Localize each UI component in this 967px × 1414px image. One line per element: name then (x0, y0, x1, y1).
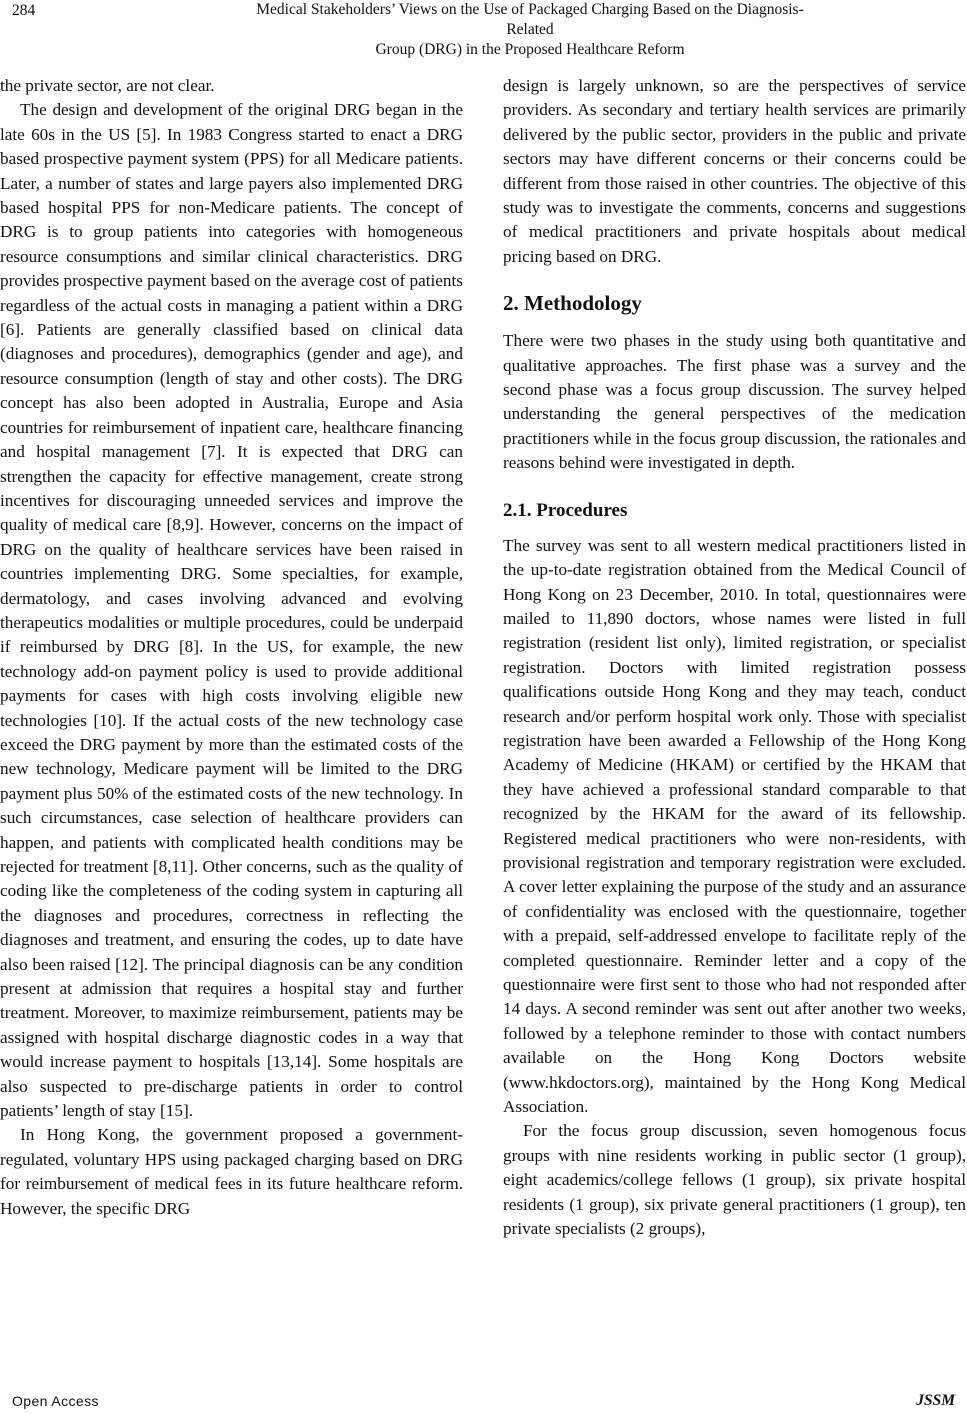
right-paragraph-4: For the focus group discussion, seven homogenous focus groups with nine residents working in public sector (1 group), eight academics/college fellows (1 group), six private hospital residents (1 group), six private general practitioners (1 group), ten private specialists (2 groups), (503, 1121, 966, 1239)
running-header-line-1: Medical Stakeholders’ Views on the Use of Packaged Charging Based on the Diagnosis-Related (256, 1, 804, 38)
right-paragraph-2: There were two phases in the study using both quantitative and qualitative approaches. The first phase was a survey and the second phase was a focus group discussion. The survey helped understanding the general perspectives of the medication practitioners while in the focus group discussion, the rationales and reasons behind were investigated in depth. (503, 331, 966, 473)
right-column (503, 74, 966, 1241)
left-paragraph-1: the private sector, are not clear. (0, 76, 215, 95)
subsection-heading-procedures: 2.1. Procedures (503, 499, 628, 521)
left-paragraph-3: In Hong Kong, the government proposed a government-regulated, voluntary HPS using packaged charging based on DRG for reimbursement of medical fees in its future healthcare reform. However, the specific DRG (0, 1125, 463, 1218)
page-number: 284 (12, 2, 36, 19)
right-paragraph-1: design is largely unknown, so are the perspectives of service providers. As secondary and tertiary health services are primarily delivered by the public sector, providers in the public and private sectors may have different concerns or their concerns could be different from those raised in other countries. The objective of this study was to investigate the comments, concerns and suggestions of medical practitioners and private hospitals about medical pricing based on DRG. (503, 76, 966, 266)
footer-journal-name: JSSM (916, 1392, 955, 1409)
left-column (0, 74, 463, 1221)
left-paragraph-2: The design and development of the original DRG began in the late 60s in the US [5]. In 1983 Congress started to enact a DRG based prospective payment system (PPS) for all Medicare patients. Later, a number of states and large payers also implemented DRG based hospital PPS for non-Medicare patients. The concept of DRG is to group patients into categories with homogeneous resource consumptions and similar clinical characteristics. DRG provides prospective payment based on the average cost of patients regardless of the actual costs in managing a patient within a DRG [6]. Patients are generally classified based on clinical data (diagnoses and procedures), demographics (gender and age), and resource consumption (length of stay and other costs). The DRG concept has also been adopted in Australia, Europe and Asia countries for reimbursement of inpatient care, healthcare financing and hospital management [7]. It is expected that DRG can strengthen the capacity for effective management, create strong incentives for discouraging unneeded services and improve the quality of medical care [8,9]. However, concerns on the impact of DRG on the quality of healthcare services have been raised in countries implementing DRG. Some specialties, for example, dermatology, and cases involving advanced and evolving therapeutics modalities or multiple procedures, could be underpaid if reimbursed by DRG [8]. In the US, for example, the new technology add-on payment policy is used to provide additional payments for cases with high costs involving eligible new technologies [10]. If the actual costs of the new technology case exceed the DRG payment by more than the estimated costs of the new technology, Medicare payment will be limited to the DRG payment plus 50% of the estimated costs of the new technology. In such circumstances, case selection of healthcare providers can happen, and patients with complicated health conditions may be rejected for treatment [8,11]. Other concerns, such as the quality of coding like the completeness of the coding system in capturing all the diagnoses and procedures, correctness in reflecting the diagnoses and treatment, and ensuring the codes, up to date have also been raised [12]. The principal diagnosis can be any condition present at admission that requires a hospital stay and further treatment. Moreover, to maximize reimbursement, patients may be assigned with hospital discharge diagnostic codes in a way that would increase payment to hospitals [13,14]. Some hospitals are also suspected to pre-discharge patients in order to control patients’ length of stay [15]. (0, 100, 463, 1121)
running-header-line-2: Group (DRG) in the Proposed Healthcare Reform (375, 41, 685, 58)
section-heading-methodology: 2. Methodology (503, 291, 642, 316)
running-header (250, 0, 810, 60)
right-paragraph-3: The survey was sent to all western medical practitioners listed in the up-to-date registration obtained from the Medical Council of Hong Kong on 23 December, 2010. In total, questionnaires were mailed to 11,890 doctors, whose names were listed in full registration (resident list only), limited registration, or specialist registration. Doctors with limited registration possess qualifications outside Hong Kong and they may teach, conduct research and/or perform hospital work only. Those with specialist registration have been awarded a Fellowship of the Hong Kong Academy of Medicine (HKAM) or certified by the HKAM that they have achieved a professional standard comparable to that recognized by the HKAM for the award of its fellowship. Registered medical practitioners who were non-residents, with provisional registration and temporary registration were excluded. A cover letter explaining the purpose of the study and an assurance of confidentiality was enclosed with the questionnaire, together with a prepaid, self-addressed envelope to facilitate reply of the completed questionnaire. Reminder letter and a copy of the questionnaire were first sent to those who had not responded after 14 days. A second reminder was sent out after another two weeks, followed by a telephone reminder to those with contact numbers available on the Hong Kong Doctors website (www.hkdoctors.org), maintained by the Hong Kong Medical Association. (503, 535, 966, 1117)
footer-open-access: Open Access (12, 1393, 99, 1409)
